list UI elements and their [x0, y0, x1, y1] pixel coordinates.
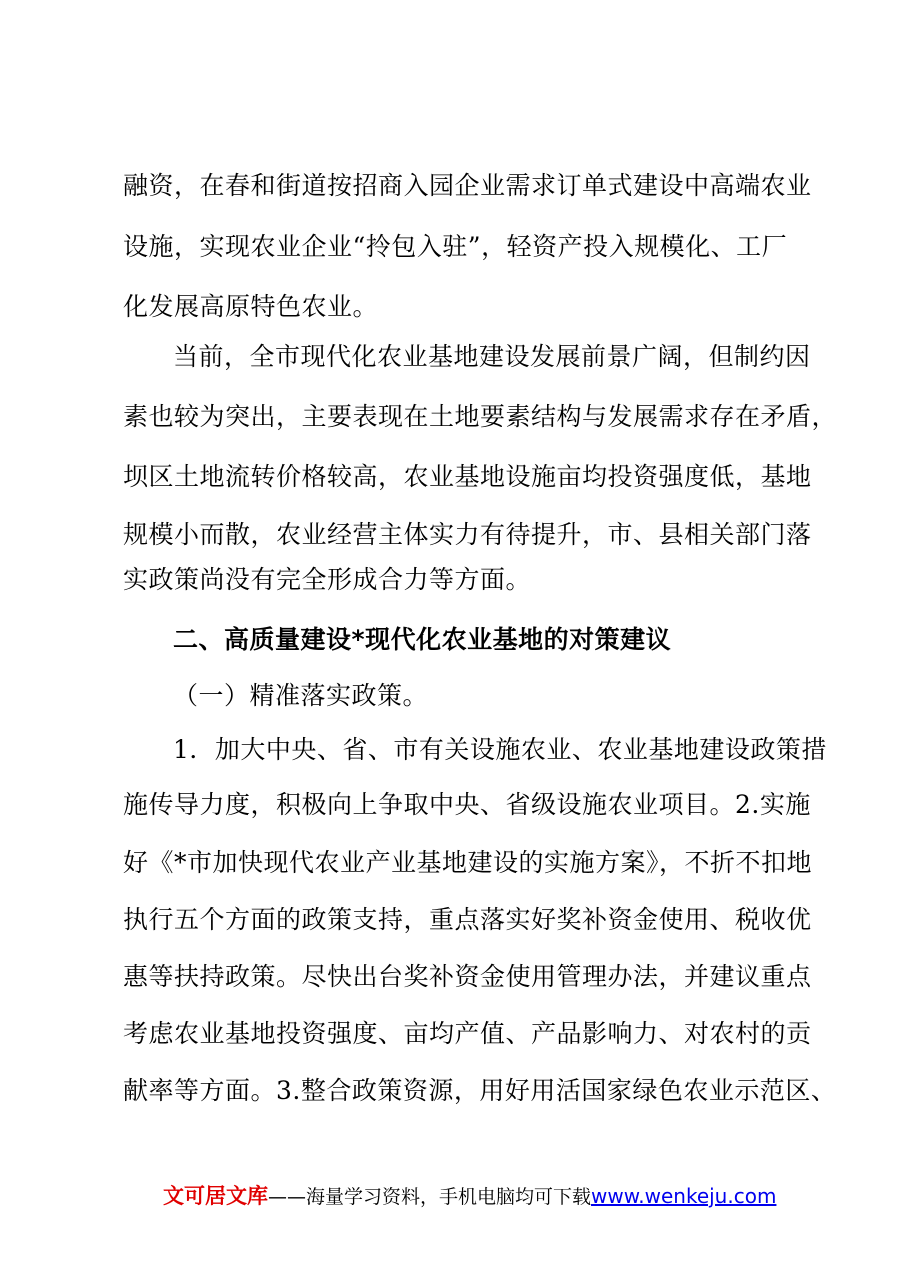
footer-brand: 文可居文库 — [163, 1184, 268, 1208]
paragraph-line: 素也较为突出，主要表现在土地要素结构与发展需求存在矛盾， — [123, 402, 838, 431]
paragraph-line: 考虑农业基地投资强度、亩均产值、产品影响力、对农村的贡 — [123, 1019, 812, 1048]
paragraph-line: 规模小而散，农业经营主体实力有待提升，市、县相关部门落 — [123, 520, 812, 549]
section-heading: 二、高质量建设*现代化农业基地的对策建议 — [173, 625, 672, 654]
paragraph-line: 献率等方面。3.整合政策资源，用好用活国家绿色农业示范区、 — [123, 1076, 837, 1105]
paragraph-line: 融资，在春和街道按招商入园企业需求订单式建设中高端农业 — [123, 171, 812, 200]
paragraph-line: 1．加大中央、省、市有关设施农业、农业基地建设政策措 — [173, 735, 827, 764]
paragraph-line: 化发展高原特色农业。 — [123, 292, 379, 321]
paragraph-line: 惠等扶持政策。尽快出台奖补资金使用管理办法，并建议重点 — [123, 962, 812, 991]
paragraph-line: 实政策尚没有完全形成合力等方面。 — [123, 565, 532, 594]
paragraph-line: 设施，实现农业企业“拎包入驻”，轻资产投入规模化、工厂 — [123, 232, 788, 261]
footer — [163, 1182, 803, 1211]
paragraph-line: 坝区土地流转价格较高，农业基地设施亩均投资强度低，基地 — [123, 462, 812, 491]
footer-tagline: ——海量学习资料，手机电脑均可下载 — [268, 1186, 592, 1208]
subsection-heading: （一）精准落实政策。 — [173, 681, 429, 710]
paragraph-line: 好《*市加快现代农业产业基地建设的实施方案》，不折不扣地 — [123, 848, 813, 877]
paragraph-line: 施传导力度，积极向上争取中央、省级设施农业项目。2.实施 — [123, 790, 811, 819]
footer-website-link[interactable]: www.wenkeju.com — [591, 1184, 777, 1208]
paragraph-line: 执行五个方面的政策支持，重点落实好奖补资金使用、税收优 — [123, 905, 812, 934]
paragraph-line: 当前，全市现代化农业基地建设发展前景广阔，但制约因 — [173, 342, 811, 371]
